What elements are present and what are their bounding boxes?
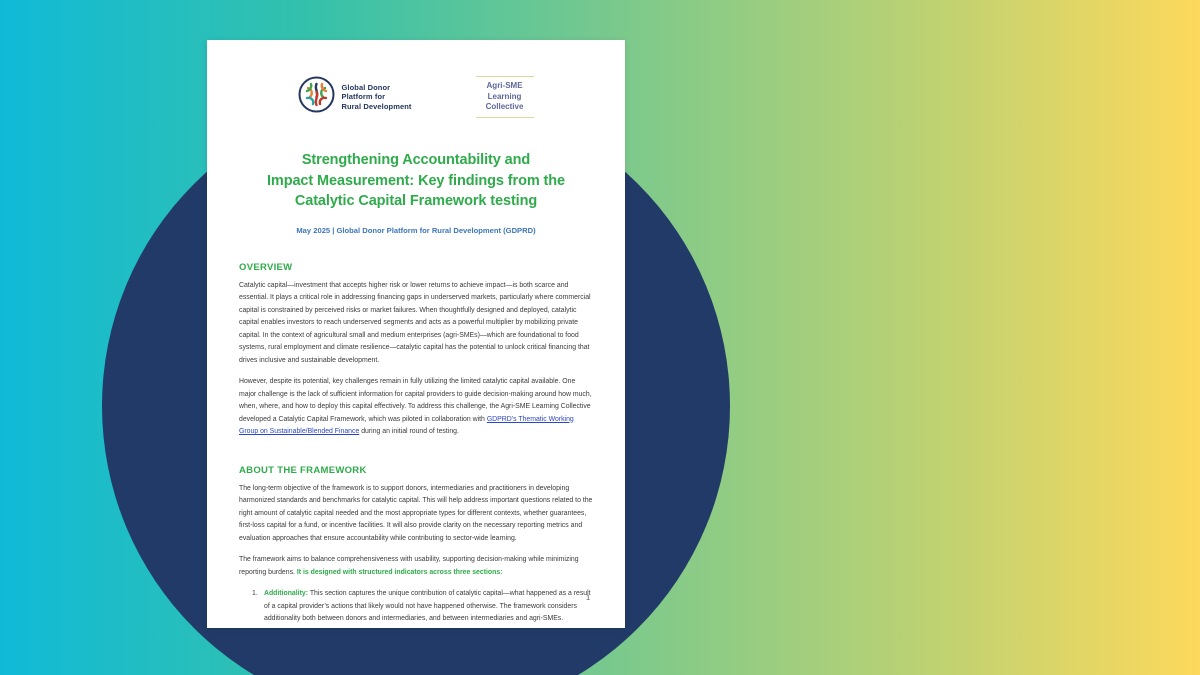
document-title-line1: Strengthening Accountability and: [301, 152, 531, 168]
about-paragraph-2-text: The framework aims to balance comprehensiveness with usability, supporting decision-making while minimizing reporting burdens.: [239, 556, 579, 576]
overview-paragraph-1: Catalytic capital—investment that accepts higher risk or lower returns to achieve impact—is both scarce and essential. It plays a critical role in addressing financing gaps in underserved markets, particularly where commercial capital is constrained by perceived risks or market failures. When thoughtfully designed and deployed, catalytic capital enables investors to reach underserved segments and acts as a powerful multiplier by mobilizing private capital. In the context of agricultural small and medium enterprises (agri-SMEs)—which are foundational to food systems, rural employment and climate resilience—catalytic capital has the potential to unlock critical financing that drives inclusive and sustainable development.: [239, 281, 591, 364]
list-item-text: This section captures the unique contribution of catalytic capital—what happened as a result of a capital provider’s actions that likely would not have happened otherwise. The framework considers additionality both between donors and intermediaries, and between intermediaries and agri-SMEs.: [264, 590, 591, 622]
gdprd-working-group-link[interactable]: GDPRD’s Thematic Working Group on Sustainable/Blended Finance: [239, 415, 574, 435]
gdprd-logo-line1: Global Donor: [341, 82, 391, 92]
framework-sections-list: [239, 588, 593, 626]
overview-paragraph-2: [239, 376, 593, 439]
about-paragraph-2: [239, 554, 593, 579]
agrisme-logo-line3: Collective: [485, 102, 524, 112]
about-paragraph-2-highlight: It is designed with structured indicators across three sections:: [296, 568, 503, 576]
gdprd-logo: [298, 76, 411, 118]
overview-paragraph-2-tail: during an initial round of testing.: [359, 428, 459, 435]
agrisme-logo-line1: Agri-SME: [486, 81, 523, 91]
logo-row: [239, 76, 593, 118]
gdprd-logo-line2: Platform for: [341, 92, 386, 102]
overview-heading: OVERVIEW: [239, 261, 293, 273]
list-item-number: 1.: [252, 590, 258, 597]
document-title-line2: Impact Measurement: Key findings from the: [266, 172, 566, 189]
document-title: [239, 150, 593, 212]
about-heading: ABOUT THE FRAMEWORK: [239, 464, 367, 476]
document-content: [239, 40, 593, 628]
agrisme-logo: [476, 76, 534, 118]
page-number: 1: [586, 595, 590, 602]
document-page: [207, 40, 625, 628]
document-title-line3: Catalytic Capital Framework testing: [294, 193, 538, 209]
document-subtitle: May 2025 | Global Donor Platform for Rural Development (GDPRD): [296, 225, 536, 235]
list-item-lead: Additionality:: [264, 590, 309, 597]
gdprd-logo-text: [341, 83, 411, 112]
list-item-additionality: [239, 588, 593, 626]
agrisme-logo-line2: Learning: [487, 91, 522, 101]
list-item-body: [264, 588, 593, 626]
about-paragraph-1: The long-term objective of the framework is to support donors, intermediaries and practitioners in developing harmonized standards and benchmarks for catalytic capital. This will help address important questions related to the right amount of catalytic capital needed and the most appropriate types for different contexts, whether guarantees, first-loss capital for a fund, or incentive facilities. It will also provide clarity on the necessary reporting metrics and evaluation approaches that ensure accountability while contributing to sector-wide learning.: [239, 484, 593, 542]
gdprd-logo-icon: [298, 76, 335, 118]
overview-paragraph-2-text: However, despite its potential, key challenges remain in fully utilizing the limited catalytic capital available. One major challenge is the lack of sufficient information for capital providers to guide decision-making around how much, when, where, and how to deploy this capital effectively. To address this challenge, the Agri-SME Learning Collective developed a Catalytic Capital Framework, which was piloted in collaboration with: [239, 378, 592, 423]
gdprd-logo-line3: Rural Development: [341, 101, 412, 111]
